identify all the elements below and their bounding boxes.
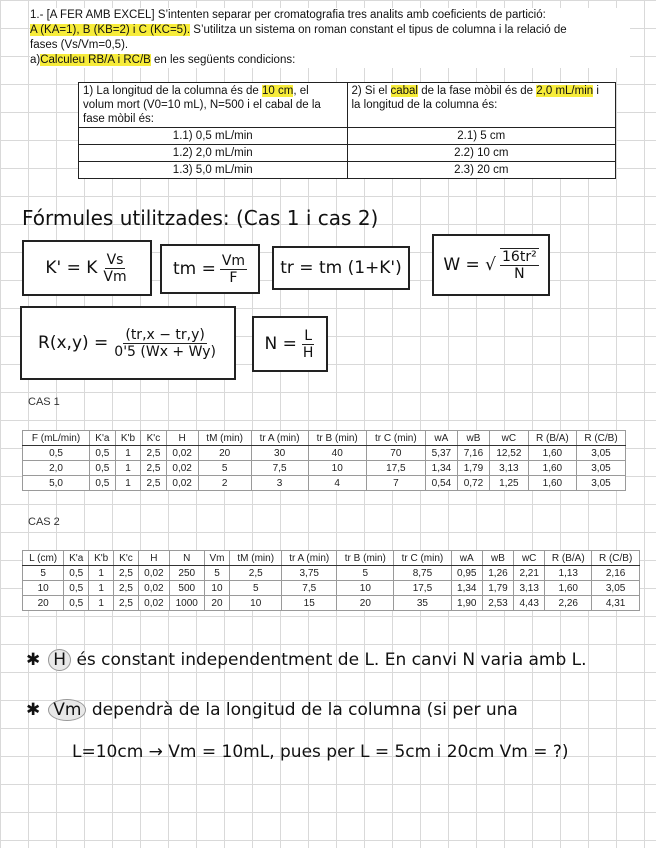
cas2-cell: 0,5 bbox=[64, 596, 89, 611]
cas1-cell: 10 bbox=[308, 461, 366, 476]
cas1-cell: 1,60 bbox=[528, 446, 576, 461]
note-1 bbox=[26, 650, 587, 670]
cas2-cell: 1 bbox=[89, 596, 114, 611]
cas2-cell: 1 bbox=[89, 581, 114, 596]
cas1-cell: 30 bbox=[251, 446, 308, 461]
cas2-cell: 0,5 bbox=[64, 566, 89, 581]
cas2-header-cell: tM (min) bbox=[230, 551, 282, 566]
cas1-header-cell: wB bbox=[457, 431, 489, 446]
cas1-cell: 0,5 bbox=[90, 446, 116, 461]
cas2-label: CAS 2 bbox=[28, 516, 60, 528]
cas1-cell: 5,37 bbox=[425, 446, 457, 461]
cas1-cell: 0,5 bbox=[23, 446, 90, 461]
cas2-header-cell: tr A (min) bbox=[281, 551, 336, 566]
condition-2-1: 2.1) 5 cm bbox=[347, 128, 616, 145]
cas2-header-cell: K'b bbox=[89, 551, 114, 566]
cas2-cell: 2,5 bbox=[114, 566, 139, 581]
cas1-cell: 3,05 bbox=[576, 446, 625, 461]
cas2-cell: 35 bbox=[394, 596, 451, 611]
cas1-cell: 3,05 bbox=[576, 476, 625, 491]
cas2-table bbox=[22, 550, 640, 611]
table-row bbox=[23, 581, 640, 596]
cas1-cell: 12,52 bbox=[489, 446, 528, 461]
cas1-cell: 1,34 bbox=[425, 461, 457, 476]
cas2-cell: 500 bbox=[170, 581, 205, 596]
cas2-cell: 4,31 bbox=[592, 596, 640, 611]
cas2-cell: 0,02 bbox=[138, 581, 169, 596]
cas2-header-cell: R (B/A) bbox=[545, 551, 592, 566]
cas1-cell: 3,13 bbox=[489, 461, 528, 476]
condition-2-header: 2) Si el cabal de la fase mòbil és de 2,0 mL/min i la longitud de la columna és: bbox=[347, 83, 616, 128]
cas1-cell: 3 bbox=[251, 476, 308, 491]
cas2-cell: 4,43 bbox=[514, 596, 545, 611]
cas1-header-cell: tr B (min) bbox=[308, 431, 366, 446]
cas2-cell: 0,02 bbox=[138, 566, 169, 581]
cas2-cell: 1 bbox=[89, 566, 114, 581]
cas2-header-cell: K'a bbox=[64, 551, 89, 566]
note-3: L=10cm → Vm = 10mL, pues per L = 5cm i 20cm Vm = ?) bbox=[72, 742, 569, 762]
cas1-cell: 40 bbox=[308, 446, 366, 461]
cas2-cell: 17,5 bbox=[394, 581, 451, 596]
cas2-cell: 20 bbox=[204, 596, 230, 611]
table-row bbox=[23, 566, 640, 581]
condition-2-3: 2.3) 20 cm bbox=[347, 162, 616, 179]
cas2-cell: 8,75 bbox=[394, 566, 451, 581]
cas2-cell: 10 bbox=[337, 581, 394, 596]
cas2-cell: 250 bbox=[170, 566, 205, 581]
note-1-symbol: H bbox=[48, 649, 71, 671]
cas2-header-cell: wC bbox=[514, 551, 545, 566]
cas1-cell: 0,02 bbox=[166, 461, 198, 476]
problem-statement bbox=[30, 8, 630, 68]
formula-k-prime: K' = K $\frac{Vs}{Vm}$ bbox=[22, 240, 152, 296]
cas1-cell: 5 bbox=[198, 461, 251, 476]
cas1-cell: 2,0 bbox=[23, 461, 90, 476]
cas1-header-cell: K'b bbox=[115, 431, 141, 446]
formulas-title: Fórmules utilitzades: (Cas 1 i cas 2) bbox=[22, 206, 379, 230]
cas2-cell: 5 bbox=[337, 566, 394, 581]
condition-1-1: 1.1) 0,5 mL/min bbox=[79, 128, 348, 145]
conditions-table bbox=[78, 82, 616, 179]
cas2-header-cell: wA bbox=[451, 551, 482, 566]
cas1-cell: 17,5 bbox=[366, 461, 425, 476]
note-1-text: és constant independentment de L. En canvi N varia amb L. bbox=[76, 650, 587, 670]
condition-1-3: 1.3) 5,0 mL/min bbox=[79, 162, 348, 179]
cas2-cell: 5 bbox=[23, 566, 64, 581]
cas2-header-cell: wB bbox=[482, 551, 513, 566]
cas1-header-cell: tr C (min) bbox=[366, 431, 425, 446]
condition-2-2: 2.2) 10 cm bbox=[347, 145, 616, 162]
formula-resolution: R(x,y) = $\frac{(tr,x - tr,y)}{0'5 (Wx + Wy)}$ bbox=[20, 306, 236, 380]
cas2-cell: 1,60 bbox=[545, 581, 592, 596]
formula-w: W = √ $\frac{\text{16tr²}}{N}$ bbox=[432, 234, 550, 296]
cas2-cell: 1000 bbox=[170, 596, 205, 611]
cas2-cell: 10 bbox=[23, 581, 64, 596]
cas2-cell: 3,05 bbox=[592, 581, 640, 596]
formula-tr: tr = tm (1+K') bbox=[272, 246, 410, 290]
cas1-label: CAS 1 bbox=[28, 396, 60, 408]
cas1-cell: 1,25 bbox=[489, 476, 528, 491]
cas1-header-cell: H bbox=[166, 431, 198, 446]
cas2-cell: 20 bbox=[337, 596, 394, 611]
cas1-cell: 7,16 bbox=[457, 446, 489, 461]
cas1-cell: 1,60 bbox=[528, 476, 576, 491]
note-2-symbol: Vm bbox=[48, 699, 86, 721]
cas2-cell: 0,02 bbox=[138, 596, 169, 611]
note-2-text: dependrà de la longitud de la columna (si per una bbox=[91, 700, 518, 720]
cas1-cell: 70 bbox=[366, 446, 425, 461]
cas2-header-cell: K'c bbox=[114, 551, 139, 566]
cas2-cell: 20 bbox=[23, 596, 64, 611]
note-2 bbox=[26, 700, 518, 720]
formula-n: N = $\frac{L}{H}$ bbox=[252, 316, 328, 372]
cas1-cell: 1 bbox=[115, 476, 141, 491]
cas1-cell: 0,5 bbox=[90, 461, 116, 476]
cas2-cell: 2,5 bbox=[230, 566, 282, 581]
cas1-cell: 20 bbox=[198, 446, 251, 461]
cas1-cell: 0,02 bbox=[166, 446, 198, 461]
table-row bbox=[23, 446, 626, 461]
cas1-cell: 2,5 bbox=[141, 461, 166, 476]
cas2-cell: 1,90 bbox=[451, 596, 482, 611]
cas2-cell: 2,53 bbox=[482, 596, 513, 611]
condition-1-header: 1) La longitud de la columna és de 10 cm, el volum mort (V0=10 mL), N=500 i el cabal de la fase mòbil és: bbox=[79, 83, 348, 128]
cas1-header-cell: K'c bbox=[141, 431, 166, 446]
cas2-header-cell: H bbox=[138, 551, 169, 566]
cas1-cell: 0,5 bbox=[90, 476, 116, 491]
star-icon: ✱ bbox=[26, 700, 41, 720]
problem-heading: 1.- [A FER AMB EXCEL] S’intenten separar per cromatografia tres analits amb coeficients de partició: bbox=[30, 9, 546, 21]
problem-line-4: a)Calculeu RB/A i RC/B en les següents condicions: bbox=[30, 54, 296, 66]
cas1-header-cell: R (C/B) bbox=[576, 431, 625, 446]
cas2-cell: 10 bbox=[204, 581, 230, 596]
cas2-header-cell: tr B (min) bbox=[337, 551, 394, 566]
cas1-cell: 1,60 bbox=[528, 461, 576, 476]
cas2-cell: 7,5 bbox=[281, 581, 336, 596]
cas2-cell: 1,13 bbox=[545, 566, 592, 581]
cas1-cell: 1,79 bbox=[457, 461, 489, 476]
formula-tm: tm = $\frac{Vm}{F}$ bbox=[160, 244, 260, 294]
cas1-cell: 0,02 bbox=[166, 476, 198, 491]
cas1-cell: 4 bbox=[308, 476, 366, 491]
cas1-cell: 0,54 bbox=[425, 476, 457, 491]
cas2-cell: 5 bbox=[204, 566, 230, 581]
cas1-header-cell: R (B/A) bbox=[528, 431, 576, 446]
cas1-cell: 1 bbox=[115, 446, 141, 461]
cas1-cell: 0,72 bbox=[457, 476, 489, 491]
cas2-cell: 10 bbox=[230, 596, 282, 611]
cas1-header-cell: tM (min) bbox=[198, 431, 251, 446]
cas2-cell: 1,34 bbox=[451, 581, 482, 596]
cas1-cell: 7,5 bbox=[251, 461, 308, 476]
cas2-cell: 2,5 bbox=[114, 596, 139, 611]
cas2-cell: 1,79 bbox=[482, 581, 513, 596]
condition-1-2: 1.2) 2,0 mL/min bbox=[79, 145, 348, 162]
cas1-cell: 1 bbox=[115, 461, 141, 476]
cas1-cell: 3,05 bbox=[576, 461, 625, 476]
cas2-cell: 5 bbox=[230, 581, 282, 596]
cas1-header-cell: F (mL/min) bbox=[23, 431, 90, 446]
cas1-cell: 2,5 bbox=[141, 476, 166, 491]
cas2-cell: 2,5 bbox=[114, 581, 139, 596]
cas2-cell: 3,13 bbox=[514, 581, 545, 596]
cas2-header-cell: L (cm) bbox=[23, 551, 64, 566]
cas2-cell: 0,95 bbox=[451, 566, 482, 581]
cas2-header-cell: R (C/B) bbox=[592, 551, 640, 566]
cas1-header-cell: K'a bbox=[90, 431, 116, 446]
cas2-cell: 15 bbox=[281, 596, 336, 611]
cas2-header-cell: tr C (min) bbox=[394, 551, 451, 566]
resolution-highlight: Calculeu RB/A i RC/B bbox=[40, 54, 151, 66]
cas1-header-cell: wA bbox=[425, 431, 457, 446]
cas1-cell: 2 bbox=[198, 476, 251, 491]
cas1-cell: 2,5 bbox=[141, 446, 166, 461]
problem-line-2: A (KA=1), B (KB=2) i C (KC=5). S’utilitza un sistema on roman constant el tipus de columna i la relació de bbox=[30, 24, 567, 36]
cas2-cell: 1,26 bbox=[482, 566, 513, 581]
cas2-cell: 2,16 bbox=[592, 566, 640, 581]
cas1-table bbox=[22, 430, 626, 491]
cas1-header-cell: tr A (min) bbox=[251, 431, 308, 446]
table-row bbox=[23, 476, 626, 491]
cas2-cell: 2,21 bbox=[514, 566, 545, 581]
cas1-header-cell: wC bbox=[489, 431, 528, 446]
table-row bbox=[23, 596, 640, 611]
star-icon: ✱ bbox=[26, 650, 41, 670]
cas2-header-cell: Vm bbox=[204, 551, 230, 566]
cas2-cell: 2,26 bbox=[545, 596, 592, 611]
cas1-cell: 7 bbox=[366, 476, 425, 491]
cas2-cell: 0,5 bbox=[64, 581, 89, 596]
cas1-cell: 5,0 bbox=[23, 476, 90, 491]
cas2-cell: 3,75 bbox=[281, 566, 336, 581]
table-row bbox=[23, 461, 626, 476]
problem-line-3: fases (Vs/Vm=0,5). bbox=[30, 39, 129, 51]
cas2-header-cell: N bbox=[170, 551, 205, 566]
partition-coefficients: A (KA=1), B (KB=2) i C (KC=5). bbox=[30, 24, 191, 36]
